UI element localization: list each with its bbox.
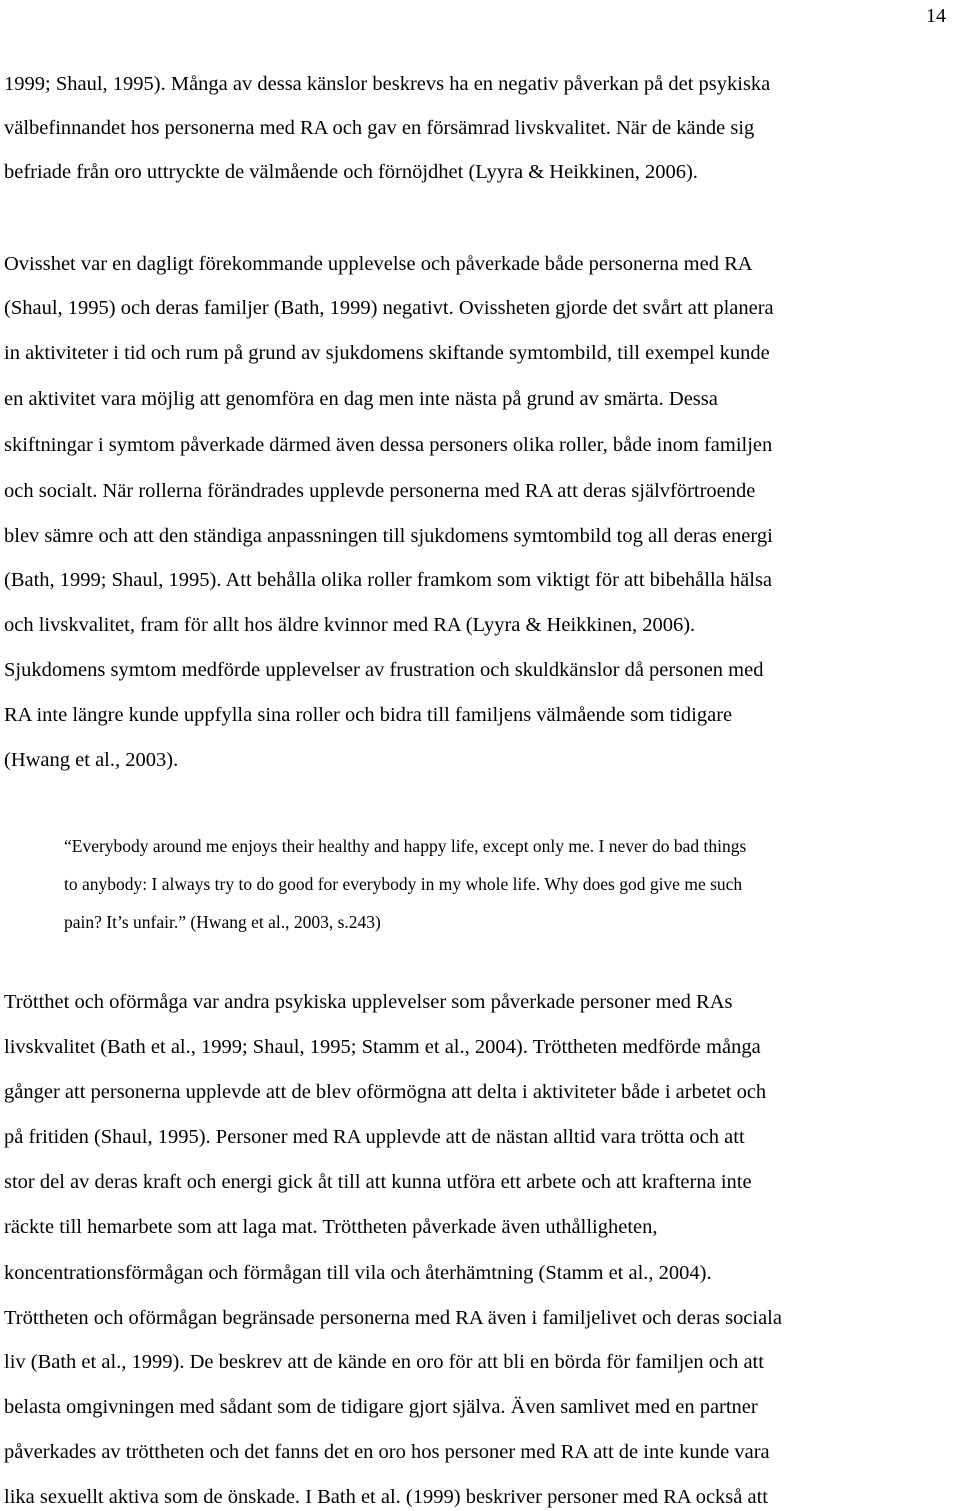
text-line: (Shaul, 1995) och deras familjer (Bath, 1999) negativt. Ovissheten gjorde det svårt att planera [4,297,774,319]
text-line: befriade från oro uttryckte de välmående och förnöjdhet (Lyyra & Heikkinen, 2006). [4,161,698,183]
text-line: Ovisshet var en dagligt förekommande upplevelse och påverkade både personerna med RA [4,253,753,275]
text-line: Trötthet och oförmåga var andra psykiska upplevelser som påverkade personer med RAs [4,991,733,1013]
text-line: gånger att personerna upplevde att de blev oförmögna att delta i aktiviteter både i arbetet och [4,1081,767,1103]
quote-line: pain? It’s unfair.” (Hwang et al., 2003, s.243) [64,912,381,932]
text-line: påverkades av tröttheten och det fanns det en oro hos personer med RA att de inte kunde vara [4,1441,770,1463]
text-line: (Hwang et al., 2003). [4,749,179,771]
text-line: Tröttheten och oförmågan begränsade personerna med RA även i familjelivet och deras sociala [4,1307,782,1329]
text-line: liv (Bath et al., 1999). De beskrev att de kände en oro för att bli en börda för familjen och att [4,1351,764,1373]
text-line: och livskvalitet, fram för allt hos äldre kvinnor med RA (Lyyra & Heikkinen, 2006). [4,614,696,636]
text-line: och socialt. När rollerna förändrades upplevde personerna med RA att deras självförtroende [4,480,756,502]
text-line: in aktiviteter i tid och rum på grund av sjukdomens skiftande symtombild, till exempel kunde [4,342,770,364]
text-line: blev sämre och att den ständiga anpassningen till sjukdomens symtombild tog all deras energi [4,525,773,547]
quote-line: “Everybody around me enjoys their healthy and happy life, except only me. I never do bad things [64,836,747,856]
quote-line: to anybody: I always try to do good for everybody in my whole life. Why does god give me such [64,874,743,894]
text-line: koncentrationsförmågan och förmågan till vila och återhämtning (Stamm et al., 2004). [4,1262,712,1284]
text-line: 1999; Shaul, 1995). Många av dessa känslor beskrevs ha en negativ påverkan på det psykiska [4,73,771,95]
text-line: välbefinnandet hos personerna med RA och gav en försämrad livskvalitet. När de kände sig [4,117,755,139]
text-line: en aktivitet vara möjlig att genomföra en dag men inte nästa på grund av smärta. Dessa [4,388,718,410]
text-line: belasta omgivningen med sådant som de tidigare gjort själva. Även samlivet med en partner [4,1396,758,1418]
text-line: RA inte längre kunde uppfylla sina roller och bidra till familjens välmående som tidigare [4,704,733,726]
text-line: på fritiden (Shaul, 1995). Personer med RA upplevde att de nästan alltid vara trötta och att [4,1126,745,1148]
text-line: (Bath, 1999; Shaul, 1995). Att behålla olika roller framkom som viktigt för att bibehålla hälsa [4,569,773,591]
text-line: skiftningar i symtom påverkade därmed även dessa personers olika roller, både inom familjen [4,434,773,456]
text-line: Sjukdomens symtom medförde upplevelser av frustration och skuldkänslor då personen med [4,659,764,681]
text-line: lika sexuellt aktiva som de önskade. I Bath et al. (1999) beskriver personer med RA också att [4,1486,768,1508]
text-line: räckte till hemarbete som att laga mat. Tröttheten påverkade även uthålligheten, [4,1216,658,1238]
page-number: 14 [926,5,946,27]
text-line: stor del av deras kraft och energi gick åt till att kunna utföra ett arbete och att krafterna inte [4,1171,752,1193]
text-line: livskvalitet (Bath et al., 1999; Shaul, 1995; Stamm et al., 2004). Tröttheten medförde många [4,1036,761,1058]
